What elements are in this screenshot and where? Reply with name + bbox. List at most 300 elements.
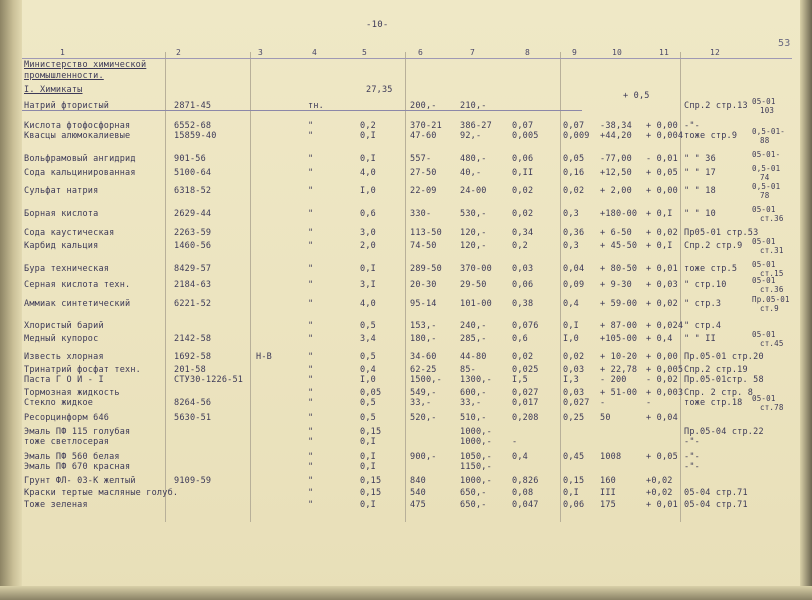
- cell-col7: 40,-: [460, 168, 482, 178]
- cell-unit: ": [308, 121, 314, 131]
- cell-col6: 200,-: [410, 101, 437, 111]
- cell-col12: тоже стр.5: [684, 264, 738, 274]
- cell-col8: 0,005: [512, 131, 539, 141]
- cell-col11: + 0,01: [646, 500, 678, 510]
- cell-col12-sub: ст.15: [760, 269, 784, 278]
- ministry-heading: Министерство химической: [24, 60, 147, 70]
- item-code: 15859-40: [174, 131, 217, 141]
- cell-col5: 0,15: [360, 427, 382, 437]
- cell-col12: " стр.3: [684, 299, 722, 309]
- cell-col5: 0,15: [360, 476, 382, 486]
- item-name: Стекло жидкое: [24, 398, 94, 408]
- cell-col9: 0,4: [563, 299, 579, 309]
- cell-col6: 520,-: [410, 413, 437, 423]
- cell-col11: + 0,I: [646, 241, 673, 251]
- cell-col11: + 0,005: [646, 365, 684, 375]
- cell-col5: 0,6: [360, 209, 376, 219]
- cell-col8: 0,017: [512, 398, 539, 408]
- cell-col7: 33,-: [460, 398, 482, 408]
- cell-col12: тоже стр.18: [684, 398, 743, 408]
- cell-col11: + 0,I: [646, 209, 673, 219]
- cell-unit: тн.: [308, 101, 324, 111]
- cell-col5: 0,I: [360, 264, 376, 274]
- cell-col8: 0,02: [512, 352, 534, 362]
- cell-col6: 1500,-: [410, 375, 442, 385]
- item-name: тоже светлосерая: [24, 437, 110, 447]
- cell-unit: ": [308, 154, 314, 164]
- cell-col7: 1000,-: [460, 476, 492, 486]
- cell-col11: +0,02: [646, 476, 673, 486]
- cell-col5: 3,0: [360, 228, 376, 238]
- cell-col12: Пр.05-01стр. 58: [684, 375, 764, 385]
- cell-col5: 0,5: [360, 321, 376, 331]
- cell-unit: ": [308, 280, 314, 290]
- cell-col5: 0,5: [360, 413, 376, 423]
- section-value: 27,35: [366, 85, 393, 95]
- cell-col12-ref: 05-01: [752, 260, 776, 269]
- item-code: 1692-58: [174, 352, 212, 362]
- cell-col5: 0,5: [360, 398, 376, 408]
- cell-col8: 0,34: [512, 228, 534, 238]
- cell-col10: + 9-30: [600, 280, 632, 290]
- cell-col5: I,0: [360, 375, 376, 385]
- item-name: Краски тертые масляные голуб.: [24, 488, 179, 498]
- cell-col5: 0,15: [360, 488, 382, 498]
- page-top-number: -10-: [366, 20, 389, 30]
- cell-col12: Спр. 2 стр. 8: [684, 388, 754, 398]
- cell-col5: 0,5: [360, 352, 376, 362]
- item-name: Карбид кальция: [24, 241, 99, 251]
- cell-col6: 27-50: [410, 168, 437, 178]
- cell-col9: 0,25: [563, 413, 585, 423]
- cell-col9: 0,I: [563, 488, 579, 498]
- cell-unit: ": [308, 462, 314, 472]
- cell-col6: 95-14: [410, 299, 437, 309]
- cell-col5: 3,4: [360, 334, 376, 344]
- cell-col12: " " 18: [684, 186, 716, 196]
- cell-col9: 0,02: [563, 186, 585, 196]
- cell-col7: 480,-: [460, 154, 487, 164]
- item-name: Борная кислота: [24, 209, 99, 219]
- cell-col5: 0,I: [360, 452, 376, 462]
- cell-col8: 0,208: [512, 413, 539, 423]
- cell-col6: 370-21: [410, 121, 442, 131]
- cell-col8: 0,06: [512, 280, 534, 290]
- cell-col8: 0,6: [512, 334, 528, 344]
- cell-col5: 0,05: [360, 388, 382, 398]
- cell-col6: 113-50: [410, 228, 442, 238]
- cell-unit: ": [308, 264, 314, 274]
- cell-col11: + 0,003: [646, 388, 684, 398]
- cell-col10: + 10-20: [600, 352, 638, 362]
- cell-col10: - 200: [600, 375, 627, 385]
- cell-col5: 0,I: [360, 131, 376, 141]
- cell-col12: 05-04 стр.71: [684, 488, 748, 498]
- cell-col9: I,3: [563, 375, 579, 385]
- cell-col6: 900,-: [410, 452, 437, 462]
- item-name: Бура техническая: [24, 264, 110, 274]
- cell-col12-sub: 88: [760, 136, 770, 145]
- column-number: 12: [710, 48, 721, 57]
- cell-col8: 0,38: [512, 299, 534, 309]
- cell-col12: 05-04 стр.71: [684, 500, 748, 510]
- cell-col12: -"-: [684, 452, 700, 462]
- item-name: Натрий фтористый: [24, 101, 110, 111]
- cell-unit: ": [308, 334, 314, 344]
- cell-col10: +44,20: [600, 131, 632, 141]
- item-name: Сода каустическая: [24, 228, 115, 238]
- cell-col10: + 87-00: [600, 321, 638, 331]
- cell-col9: 0,04: [563, 264, 585, 274]
- cell-col12-ref: 05-01: [752, 97, 776, 106]
- cell-col5: 0,I: [360, 500, 376, 510]
- cell-col9: 0,16: [563, 168, 585, 178]
- cell-unit: ": [308, 241, 314, 251]
- cell-col12: " " II: [684, 334, 716, 344]
- item-name: Паста Г О И - I: [24, 375, 104, 385]
- cell-unit: ": [308, 168, 314, 178]
- cell-col10: + 51-00: [600, 388, 638, 398]
- cell-col12-ref: 0,5-01-: [752, 127, 786, 136]
- cell-col12: " " 10: [684, 209, 716, 219]
- item-code: 5630-51: [174, 413, 212, 423]
- cell-unit: ": [308, 398, 314, 408]
- cell-col12-ref: 05-01: [752, 276, 776, 285]
- cell-col10: -: [600, 398, 606, 408]
- cell-col8: 0,4: [512, 452, 528, 462]
- item-code: 2871-45: [174, 101, 212, 111]
- column-number: 9: [572, 48, 578, 57]
- column-divider: [405, 52, 406, 522]
- cell-unit: ": [308, 209, 314, 219]
- cell-col5: 4,0: [360, 299, 376, 309]
- page-right-edge: [800, 0, 812, 600]
- cell-col8: 0,2: [512, 241, 528, 251]
- item-name: Тормозная жидкость: [24, 388, 120, 398]
- cell-col9: 0,03: [563, 388, 585, 398]
- item-name: Аммиак синтетический: [24, 299, 131, 309]
- cell-col6: 22-09: [410, 186, 437, 196]
- cell-unit: ": [308, 186, 314, 196]
- cell-col10: +105-00: [600, 334, 638, 344]
- cell-col11: -: [646, 398, 652, 408]
- item-name: Вольфрамовый ангидрид: [24, 154, 136, 164]
- cell-col6: 34-60: [410, 352, 437, 362]
- cell-col5: 0,I: [360, 154, 376, 164]
- cell-col5: 0,I: [360, 462, 376, 472]
- column-number: 7: [470, 48, 476, 57]
- cell-col11: + 0,00: [646, 352, 678, 362]
- cell-col11: + 0,4: [646, 334, 673, 344]
- cell-unit: ": [308, 375, 314, 385]
- cell-col12: Пр05-01 стр.53: [684, 228, 759, 238]
- cell-col12: " стр.4: [684, 321, 722, 331]
- header-rule: [22, 58, 792, 59]
- cell-col8: 0,07: [512, 121, 534, 131]
- item-code: СТУ30-1226-51: [174, 375, 244, 385]
- page-bottom-edge: [0, 586, 812, 600]
- cell-col8: 0,826: [512, 476, 539, 486]
- item-name: Грунт ФЛ- 03-К желтый: [24, 476, 136, 486]
- item-name: Тринатрий фосфат техн.: [24, 365, 141, 375]
- cell-col12-ref: 05-01: [752, 205, 776, 214]
- cell-col7: 386-27: [460, 121, 492, 131]
- item-name: Эмаль ПФ 115 голубая: [24, 427, 131, 437]
- cell-unit: ": [308, 365, 314, 375]
- cell-col7: 1050,-: [460, 452, 492, 462]
- cell-col12-sub: ст.36: [760, 285, 784, 294]
- cell-col6: 47-60: [410, 131, 437, 141]
- cell-col12: Пр.05-01 стр.20: [684, 352, 764, 362]
- cell-col10: +180-00: [600, 209, 638, 219]
- cell-unit: ": [308, 299, 314, 309]
- cell-col9: 0,45: [563, 452, 585, 462]
- column-number: 8: [525, 48, 531, 57]
- item-code: 6552-68: [174, 121, 212, 131]
- column-number: 11: [659, 48, 670, 57]
- cell-col12: -"-: [684, 437, 700, 447]
- cell-col12: -"-: [684, 121, 700, 131]
- item-name: Квасцы алюмокалиевые: [24, 131, 131, 141]
- cell-unit: ": [308, 437, 314, 447]
- cell-col7: 92,-: [460, 131, 482, 141]
- cell-col7: 1000,-: [460, 427, 492, 437]
- cell-col9: 0,3: [563, 241, 579, 251]
- section-delta: + 0,5: [623, 91, 650, 101]
- column-number: 5: [362, 48, 368, 57]
- cell-col9: 0,36: [563, 228, 585, 238]
- cell-col9: 0,02: [563, 352, 585, 362]
- cell-col6: 74-50: [410, 241, 437, 251]
- cell-col12: Спр.2 стр.19: [684, 365, 748, 375]
- cell-col8: 0,02: [512, 186, 534, 196]
- cell-col12-sub: 78: [760, 191, 770, 200]
- cell-col5: 0,4: [360, 365, 376, 375]
- cell-col12: " " 36: [684, 154, 716, 164]
- cell-col8: 0,06: [512, 154, 534, 164]
- column-number: 4: [312, 48, 318, 57]
- cell-col7: 85-: [460, 365, 476, 375]
- column-number: 2: [176, 48, 182, 57]
- cell-unit: ": [308, 228, 314, 238]
- cell-col12-ref: 05-01-: [752, 150, 781, 159]
- column-number: 6: [418, 48, 424, 57]
- cell-col5: 0,2: [360, 121, 376, 131]
- cell-col6: 330-: [410, 209, 432, 219]
- cell-col6: 33,-: [410, 398, 432, 408]
- item-code: 6318-52: [174, 186, 212, 196]
- column-divider: [680, 52, 681, 522]
- cell-col11: + 0,02: [646, 228, 678, 238]
- cell-col8: 0,03: [512, 264, 534, 274]
- cell-col7: 1150,-: [460, 462, 492, 472]
- cell-col11: + 0,01: [646, 264, 678, 274]
- cell-col9: 0,15: [563, 476, 585, 486]
- item-code: 6221-52: [174, 299, 212, 309]
- cell-col12: Пр.05-04 стр.22: [684, 427, 764, 437]
- cell-col12-ref: 05-01: [752, 330, 776, 339]
- item-code: 2629-44: [174, 209, 212, 219]
- cell-col6: 153,-: [410, 321, 437, 331]
- cell-col9: 0,09: [563, 280, 585, 290]
- cell-col10: -38,34: [600, 121, 632, 131]
- ministry-heading-cont: промышленности.: [24, 71, 104, 81]
- cell-col7: 29-50: [460, 280, 487, 290]
- cell-col5: 0,I: [360, 437, 376, 447]
- cell-col12-ref: 05-01: [752, 394, 776, 403]
- cell-col12-sub: ст.31: [760, 246, 784, 255]
- cell-col5: 4,0: [360, 168, 376, 178]
- cell-col10: -77,00: [600, 154, 632, 164]
- cell-col7: 24-00: [460, 186, 487, 196]
- cell-col7: 240,-: [460, 321, 487, 331]
- cell-col8: 0,II: [512, 168, 534, 178]
- cell-col6: 557-: [410, 154, 432, 164]
- cell-unit: ": [308, 321, 314, 331]
- item-name: Ресорцинформ 646: [24, 413, 110, 423]
- cell-col10: +12,50: [600, 168, 632, 178]
- cell-col10: 1008: [600, 452, 622, 462]
- cell-col8: 0,047: [512, 500, 539, 510]
- column-divider: [165, 52, 166, 522]
- section-label: I. Химикаты: [24, 85, 83, 95]
- cell-col11: +0,02: [646, 488, 673, 498]
- column-number: 10: [612, 48, 623, 57]
- item-name: Сульфат натрия: [24, 186, 99, 196]
- cell-col9: 0,06: [563, 500, 585, 510]
- cell-col11: + 0,05: [646, 168, 678, 178]
- cell-col12-sub: ст.9: [760, 304, 779, 313]
- cell-col10: + 2,00: [600, 186, 632, 196]
- cell-col11: - 0,02: [646, 375, 678, 385]
- cell-col7: 650,-: [460, 488, 487, 498]
- cell-unit: ": [308, 488, 314, 498]
- cell-col11: + 0,024: [646, 321, 684, 331]
- cell-col7: 1300,-: [460, 375, 492, 385]
- cell-col10: 160: [600, 476, 616, 486]
- cell-col12: Спр.2 стр.9: [684, 241, 743, 251]
- cell-col12-sub: ст.45: [760, 339, 784, 348]
- cell-col6: 180,-: [410, 334, 437, 344]
- cell-col12: -"-: [684, 462, 700, 472]
- cell-col6: 840: [410, 476, 426, 486]
- cell-col3: Н-В: [256, 352, 272, 362]
- page-binding-edge: [0, 0, 22, 600]
- cell-unit: ": [308, 427, 314, 437]
- cell-col8: 0,08: [512, 488, 534, 498]
- cell-col9: 0,I: [563, 321, 579, 331]
- cell-col7: 1000,-: [460, 437, 492, 447]
- cell-col10: III: [600, 488, 616, 498]
- cell-col9: 0,009: [563, 131, 590, 141]
- cell-col7: 650,-: [460, 500, 487, 510]
- cell-col7: 44-80: [460, 352, 487, 362]
- cell-col8: 0,027: [512, 388, 539, 398]
- cell-col11: - 0,01: [646, 154, 678, 164]
- cell-col8: 0,02: [512, 209, 534, 219]
- cell-col8: 0,076: [512, 321, 539, 331]
- cell-col9: 0,027: [563, 398, 590, 408]
- cell-col10: 50: [600, 413, 611, 423]
- cell-col10: + 80-50: [600, 264, 638, 274]
- cell-col9: 0,3: [563, 209, 579, 219]
- cell-unit: ": [308, 452, 314, 462]
- cell-col12-ref: 05-01: [752, 237, 776, 246]
- cell-unit: ": [308, 131, 314, 141]
- cell-col12: " стр.10: [684, 280, 727, 290]
- cell-unit: ": [308, 352, 314, 362]
- item-name: Тоже зеленая: [24, 500, 88, 510]
- cell-col10: 175: [600, 500, 616, 510]
- cell-col12: Спр.2 стр.13: [684, 101, 748, 111]
- cell-col12-sub: 103: [760, 106, 775, 115]
- cell-col7: 210,-: [460, 101, 487, 111]
- cell-col11: + 0,05: [646, 452, 678, 462]
- corner-page-number: 53: [778, 38, 791, 49]
- item-code: 8264-56: [174, 398, 212, 408]
- cell-col9: I,0: [563, 334, 579, 344]
- item-name: Кислота фтофосфорная: [24, 121, 131, 131]
- cell-col7: 600,-: [460, 388, 487, 398]
- column-number: 3: [258, 48, 264, 57]
- cell-col12-ref: Пр.05-01: [752, 295, 790, 304]
- cell-col6: 20-30: [410, 280, 437, 290]
- cell-col7: 120,-: [460, 241, 487, 251]
- cell-unit: ": [308, 413, 314, 423]
- item-name: Серная кислота техн.: [24, 280, 131, 290]
- item-name: Хлористый барий: [24, 321, 104, 331]
- column-divider: [560, 52, 561, 522]
- cell-col11: + 0,00: [646, 121, 678, 131]
- item-code: 2263-59: [174, 228, 212, 238]
- item-code: 201-58: [174, 365, 206, 375]
- column-number: 1: [60, 48, 66, 57]
- cell-col6: 289-50: [410, 264, 442, 274]
- cell-col9: 0,05: [563, 154, 585, 164]
- cell-col6: 549,-: [410, 388, 437, 398]
- item-code: 2184-63: [174, 280, 212, 290]
- cell-col5: 3,I: [360, 280, 376, 290]
- item-code: 5100-64: [174, 168, 212, 178]
- item-code: 1460-56: [174, 241, 212, 251]
- item-code: 9109-59: [174, 476, 212, 486]
- cell-col6: 62-25: [410, 365, 437, 375]
- item-name: Известь хлорная: [24, 352, 104, 362]
- cell-col7: 285,-: [460, 334, 487, 344]
- cell-col12-ref: 0,5-01: [752, 164, 781, 173]
- cell-col12: " " 17: [684, 168, 716, 178]
- cell-col5: 2,0: [360, 241, 376, 251]
- item-name: Медный купорос: [24, 334, 99, 344]
- cell-col7: 101-00: [460, 299, 492, 309]
- cell-col9: 0,07: [563, 121, 585, 131]
- cell-col12-ref: 0,5-01: [752, 182, 781, 191]
- item-name: Эмаль ПФ 670 красная: [24, 462, 131, 472]
- cell-col7: 510,-: [460, 413, 487, 423]
- item-code: 2142-58: [174, 334, 212, 344]
- item-code: 901-56: [174, 154, 206, 164]
- cell-col10: + 45-50: [600, 241, 638, 251]
- cell-col8: 0,025: [512, 365, 539, 375]
- cell-col10: + 59-00: [600, 299, 638, 309]
- cell-col8: I,5: [512, 375, 528, 385]
- cell-col11: + 0,04: [646, 413, 678, 423]
- cell-col11: + 0,00: [646, 186, 678, 196]
- cell-col8: -: [512, 437, 518, 447]
- cell-col12-sub: ст.78: [760, 403, 784, 412]
- cell-col10: + 22,78: [600, 365, 638, 375]
- cell-col11: + 0,03: [646, 280, 678, 290]
